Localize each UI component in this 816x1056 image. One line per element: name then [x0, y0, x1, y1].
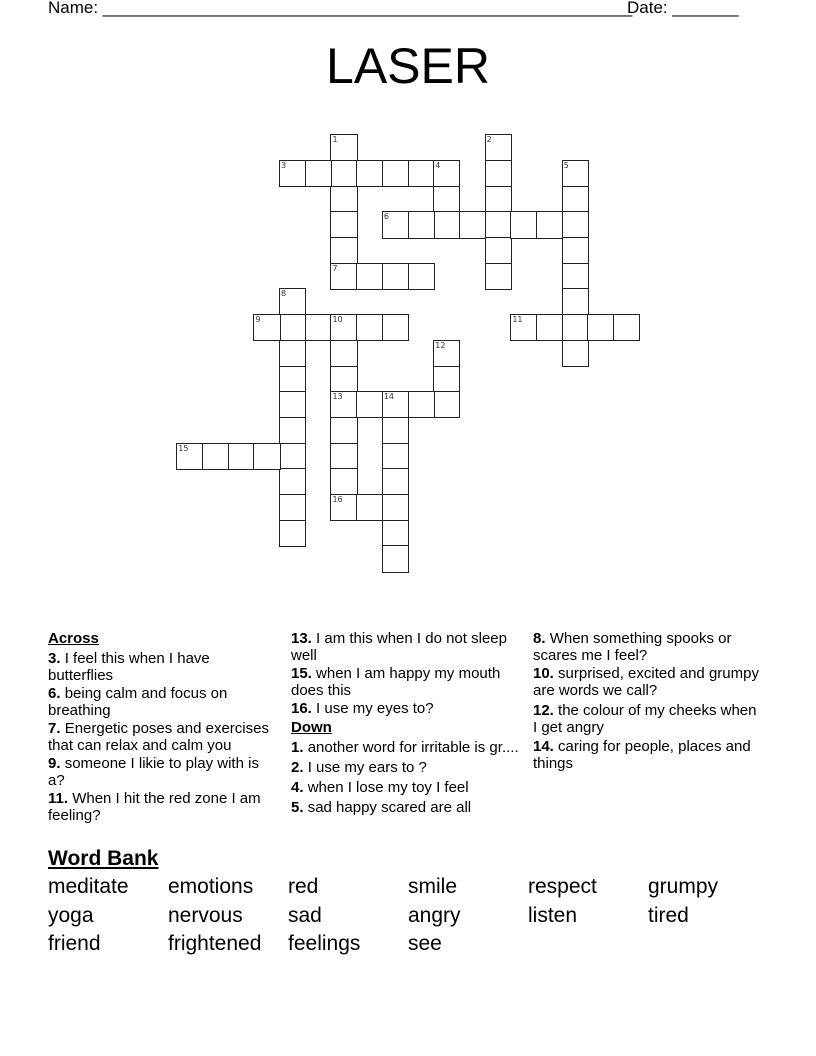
- crossword-cell[interactable]: [382, 417, 409, 444]
- crossword-cell[interactable]: [330, 340, 357, 367]
- crossword-cell[interactable]: [330, 417, 357, 444]
- clue-number: 16: [332, 495, 343, 505]
- crossword-cell[interactable]: [330, 391, 357, 418]
- crossword-cell[interactable]: [382, 391, 409, 418]
- clues-column-3: [533, 630, 763, 773]
- across-heading: Across: [48, 630, 99, 647]
- crossword-cell[interactable]: [382, 443, 409, 470]
- crossword-cell[interactable]: [562, 314, 589, 341]
- clue-number: 3: [281, 160, 287, 170]
- clue-down-10: 10. surprised, excited and grumpy are words we call?: [533, 665, 759, 699]
- clue-across-15: 15. when I am happy my mouth does this: [291, 665, 501, 699]
- crossword-cell[interactable]: [330, 134, 357, 161]
- clue-across-7: 7. Energetic poses and exercises that can relax and calm you: [48, 720, 269, 754]
- clue-number: 12: [435, 340, 446, 350]
- crossword-cell[interactable]: [228, 443, 255, 470]
- crossword-cell[interactable]: [279, 417, 306, 444]
- clue-across-11: 11. When I hit the red zone I am feeling?: [48, 790, 261, 824]
- crossword-cell[interactable]: [330, 494, 357, 521]
- clue-number: 10: [332, 315, 343, 325]
- clue-down-5: 5. sad happy scared are all: [291, 799, 472, 816]
- clue-across-16: 16. I use my eyes to?: [291, 700, 434, 717]
- crossword-cell[interactable]: [279, 288, 306, 315]
- crossword-cell[interactable]: [382, 263, 409, 290]
- crossword-cell[interactable]: [279, 468, 306, 495]
- crossword-cell[interactable]: [562, 186, 589, 213]
- crossword-cell[interactable]: [587, 314, 614, 341]
- crossword-cell[interactable]: [330, 263, 357, 290]
- crossword-cell[interactable]: [562, 263, 589, 290]
- clue-number: 13: [332, 392, 343, 402]
- clue-across-13: 13. I am this when I do not sleep well: [291, 630, 507, 664]
- crossword-cell[interactable]: [382, 468, 409, 495]
- crossword-cell[interactable]: [433, 366, 460, 393]
- word-bank-row: [48, 903, 788, 932]
- word-bank-word: angry: [408, 903, 461, 927]
- word-bank-word: yoga: [48, 903, 94, 927]
- crossword-cell[interactable]: [356, 494, 383, 521]
- crossword-cell[interactable]: [279, 160, 306, 187]
- crossword-cell[interactable]: [330, 237, 357, 264]
- crossword-cell[interactable]: [382, 160, 409, 187]
- crossword-cell[interactable]: [202, 443, 229, 470]
- word-bank-word: friend: [48, 932, 101, 955]
- crossword-cell[interactable]: [279, 443, 306, 470]
- crossword-cell[interactable]: [433, 340, 460, 367]
- crossword-cell[interactable]: [485, 134, 512, 161]
- crossword-cell[interactable]: [613, 314, 640, 341]
- clue-down-1: 1. another word for irritable is gr....: [291, 739, 519, 756]
- crossword-cell[interactable]: [279, 366, 306, 393]
- crossword-cell[interactable]: [485, 211, 512, 238]
- clue-down-2: 2. I use my ears to ?: [291, 759, 427, 776]
- word-bank-word: frightened: [168, 932, 262, 955]
- crossword-cell[interactable]: [356, 391, 383, 418]
- clue-number: 14: [383, 392, 395, 402]
- word-bank-word: respect: [528, 875, 597, 898]
- word-bank-row: [48, 931, 788, 960]
- clue-number: 6: [383, 212, 389, 222]
- name-field-label: Name: ________________________________________________________: [48, 0, 633, 17]
- word-bank: [48, 874, 788, 960]
- crossword-cell[interactable]: [382, 211, 409, 238]
- crossword-cell[interactable]: [305, 160, 332, 187]
- clue-down-14: 14. caring for people, places and things: [533, 738, 751, 772]
- clue-down-4: 4. when I lose my toy I feel: [291, 779, 469, 796]
- crossword-cell[interactable]: [562, 237, 589, 264]
- word-bank-word: sad: [288, 903, 322, 927]
- crossword-cell[interactable]: [330, 211, 357, 238]
- crossword-cell[interactable]: [176, 443, 203, 470]
- crossword-cell[interactable]: [382, 520, 409, 547]
- clue-number: 8: [281, 289, 287, 299]
- crossword-cell[interactable]: [382, 314, 409, 341]
- word-bank-word: feelings: [288, 932, 361, 955]
- crossword-cell[interactable]: [330, 443, 357, 470]
- word-bank-word: nervous: [168, 903, 243, 927]
- crossword-cell[interactable]: [536, 211, 563, 238]
- crossword-cell[interactable]: [562, 340, 589, 367]
- clue-down-8: 8. When something spooks or scares me I feel?: [533, 630, 732, 664]
- clue-across-3: 3. I feel this when I have butterflies: [48, 650, 210, 684]
- crossword-cell[interactable]: [433, 186, 460, 213]
- date-field-label: Date: _______: [627, 0, 739, 17]
- clues-column-1: [48, 630, 273, 825]
- crossword-cell[interactable]: [408, 391, 435, 418]
- crossword-cell[interactable]: [330, 160, 357, 187]
- clue-number: 4: [435, 160, 441, 170]
- crossword-cell[interactable]: [485, 186, 512, 213]
- crossword-cell[interactable]: [510, 211, 537, 238]
- crossword-cell[interactable]: [510, 314, 537, 341]
- word-bank-word: smile: [408, 875, 458, 898]
- crossword-cell[interactable]: [279, 340, 306, 367]
- clue-number: 1: [332, 135, 338, 145]
- crossword-cell[interactable]: [279, 520, 306, 547]
- crossword-cell[interactable]: [356, 314, 383, 341]
- word-bank-row: [48, 874, 788, 903]
- crossword-cell[interactable]: [253, 443, 280, 470]
- clue-number: 15: [178, 443, 189, 453]
- crossword-cell[interactable]: [253, 314, 280, 341]
- crossword-cell[interactable]: [562, 288, 589, 315]
- crossword-cell[interactable]: [330, 366, 357, 393]
- word-bank-word: tired: [648, 903, 689, 927]
- word-bank-heading: Word Bank: [48, 847, 159, 870]
- crossword-cell[interactable]: [279, 391, 306, 418]
- clue-number: 11: [512, 315, 523, 325]
- clue-number: 2: [486, 135, 492, 145]
- clue-number: 5: [563, 160, 569, 170]
- crossword-cell[interactable]: [433, 160, 460, 187]
- crossword-cell[interactable]: [562, 160, 589, 187]
- word-bank-word: emotions: [168, 875, 254, 898]
- clues-column-2: [291, 630, 521, 817]
- clue-number: 7: [332, 263, 338, 273]
- crossword-cell[interactable]: [459, 211, 486, 238]
- crossword-cell[interactable]: [408, 211, 435, 238]
- crossword-cell[interactable]: [356, 263, 383, 290]
- crossword-cell[interactable]: [562, 211, 589, 238]
- crossword-cell[interactable]: [485, 263, 512, 290]
- crossword-cell[interactable]: [433, 391, 460, 418]
- word-bank-word: see: [408, 932, 442, 955]
- crossword-cell[interactable]: [485, 237, 512, 264]
- word-bank-word: grumpy: [648, 875, 719, 898]
- crossword-cell[interactable]: [330, 468, 357, 495]
- page-title: LASER: [326, 38, 490, 94]
- crossword-cell[interactable]: [382, 494, 409, 521]
- clue-down-12: 12. the colour of my cheeks when I get angry: [533, 702, 757, 736]
- crossword-cell[interactable]: [408, 263, 435, 290]
- crossword-cell[interactable]: [356, 160, 383, 187]
- crossword-cell[interactable]: [279, 494, 306, 521]
- clue-across-9: 9. someone I likie to play with is a?: [48, 755, 259, 789]
- crossword-cell[interactable]: [330, 186, 357, 213]
- word-bank-word: listen: [528, 903, 578, 927]
- crossword-cell[interactable]: [279, 314, 306, 341]
- clue-across-6: 6. being calm and focus on breathing: [48, 685, 228, 719]
- clue-number: 9: [255, 315, 261, 325]
- crossword-cell[interactable]: [433, 211, 460, 238]
- crossword-cell[interactable]: [408, 160, 435, 187]
- crossword-cell[interactable]: [536, 314, 563, 341]
- crossword-cell[interactable]: [485, 160, 512, 187]
- down-heading: Down: [291, 719, 332, 736]
- crossword-cell[interactable]: [305, 314, 332, 341]
- word-bank-word: red: [288, 875, 319, 898]
- crossword-cell[interactable]: [330, 314, 357, 341]
- word-bank-word: meditate: [48, 875, 129, 898]
- crossword-cell[interactable]: [382, 545, 409, 572]
